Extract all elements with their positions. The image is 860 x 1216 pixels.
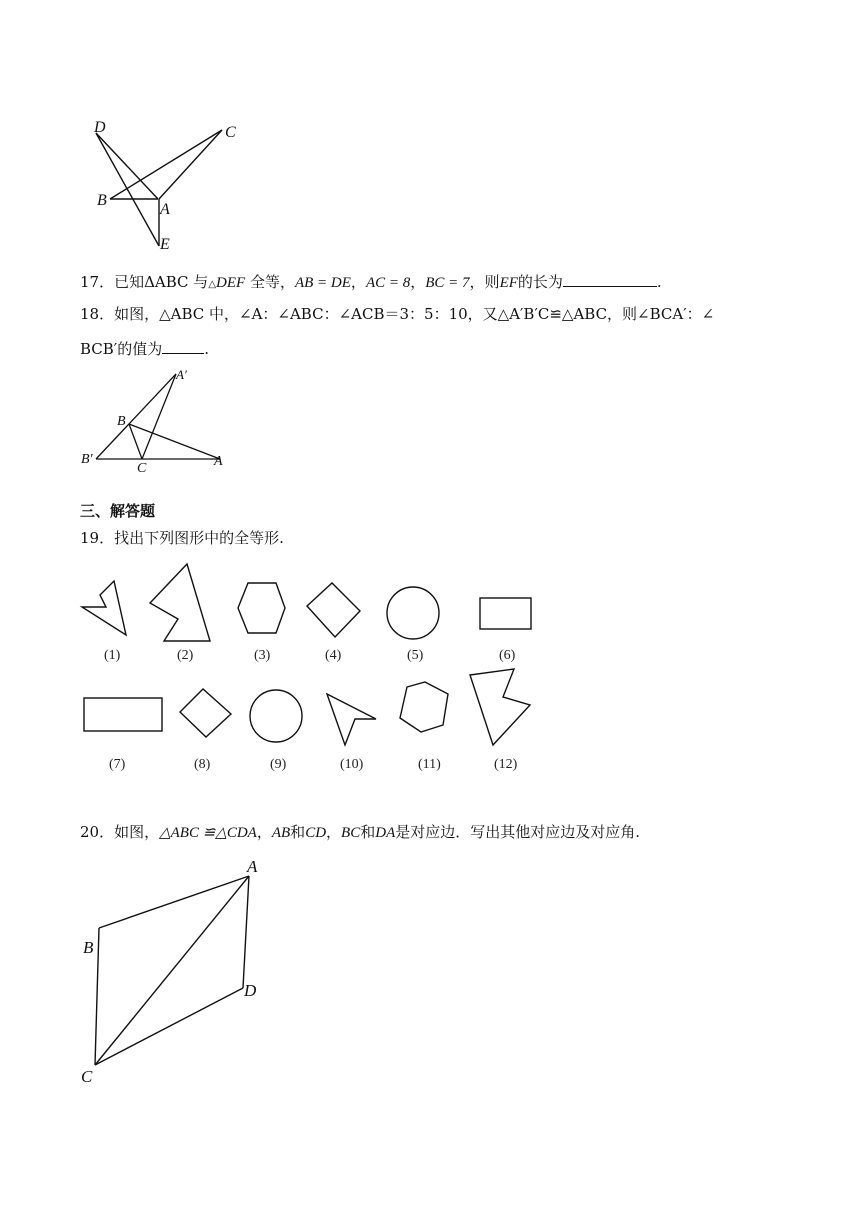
question-17 (80, 270, 662, 295)
label-b: B (83, 938, 94, 957)
q18-period: . (204, 340, 209, 358)
caption-4: (4) (325, 648, 342, 663)
question-19: 19．找出下列图形中的全等形. (80, 529, 284, 547)
q20-text: 20．如图， (80, 823, 160, 841)
label-c: C (137, 461, 147, 476)
shape-4 (307, 583, 360, 637)
question-18-line1: 18．如图，△ABC 中，∠A：∠ABC：∠ACB＝3：5：10，又△A′B′C≌△ABC，则∠BCA′：∠ (80, 305, 715, 323)
caption-2: (2) (177, 648, 194, 663)
q17-text: ，则 (469, 273, 500, 291)
shape-2 (150, 564, 210, 641)
q20-text: ， (326, 823, 342, 841)
caption-12: (12) (494, 757, 518, 772)
q20-text: ， (256, 823, 272, 841)
caption-8: (8) (194, 757, 211, 772)
label-b: B (97, 192, 107, 209)
q17-math-bc: BC = 7 (425, 275, 470, 291)
q17-math-ab-de: AB = DE (294, 275, 351, 291)
q20-math-da: DA (375, 825, 396, 841)
shape-6 (480, 598, 531, 629)
label-a-prime: A′ (176, 367, 187, 382)
shape-1 (82, 581, 126, 635)
shape-9 (250, 690, 302, 742)
label-c: C (81, 1067, 93, 1086)
figure-q16 (80, 115, 250, 255)
label-e: E (160, 236, 170, 253)
label-b-prime: B′ (81, 452, 93, 467)
question-20 (80, 822, 640, 843)
shape-8 (180, 689, 231, 737)
shape-12 (470, 669, 530, 745)
q20-math-ab: AB (271, 825, 291, 841)
shape-5 (387, 587, 439, 639)
q17-text: ， (410, 273, 426, 291)
q17-triangle-symbol: △ (208, 279, 217, 290)
q17-text: ， (350, 273, 366, 291)
shape-11 (400, 682, 448, 732)
label-a: A (214, 454, 223, 469)
q20-math-cd: CD (305, 825, 327, 841)
shape-3 (238, 583, 285, 633)
q17-text: 全等， (245, 273, 295, 291)
caption-10: (10) (340, 757, 364, 772)
figure-q19 (70, 555, 550, 780)
caption-9: (9) (270, 757, 287, 772)
q20-text: 和 (360, 823, 376, 841)
q20-math-congruence: △ABC ≌△CDA (159, 825, 257, 841)
caption-6: (6) (499, 648, 516, 663)
figure-q20 (75, 850, 275, 1090)
question-18-line2 (80, 337, 209, 359)
q17-text: 已知ΔABC 与 (114, 273, 209, 291)
shape-10 (327, 694, 376, 745)
q17-math-ef: EF (499, 275, 518, 291)
caption-11: (11) (418, 757, 441, 772)
q17-period: . (656, 273, 662, 291)
label-a: A (160, 201, 170, 218)
q17-number: 17． (80, 273, 115, 291)
q20-text: 和 (290, 823, 306, 841)
shape-7 (84, 698, 162, 731)
q20-math-bc: BC (341, 825, 361, 841)
label-b: B (117, 414, 126, 429)
q20-text: 是对应边．写出其他对应边及对应角. (395, 823, 641, 841)
q17-def: DEF (216, 275, 246, 291)
figure-q18 (78, 362, 238, 477)
q17-text: 的长为 (517, 273, 563, 291)
label-d: D (94, 119, 106, 136)
q17-math-ac: AC = 8 (365, 275, 411, 291)
caption-5: (5) (407, 648, 424, 663)
label-c: C (225, 124, 236, 141)
label-a: A (247, 857, 258, 876)
section-title: 三、解答题 (80, 502, 156, 520)
q17-answer-blank[interactable] (563, 270, 657, 287)
q18-text: BCB′的值为 (80, 340, 163, 358)
caption-7: (7) (109, 757, 126, 772)
caption-3: (3) (254, 648, 271, 663)
q18-answer-blank[interactable] (162, 337, 204, 354)
caption-1: (1) (104, 648, 121, 663)
label-d: D (244, 981, 257, 1000)
